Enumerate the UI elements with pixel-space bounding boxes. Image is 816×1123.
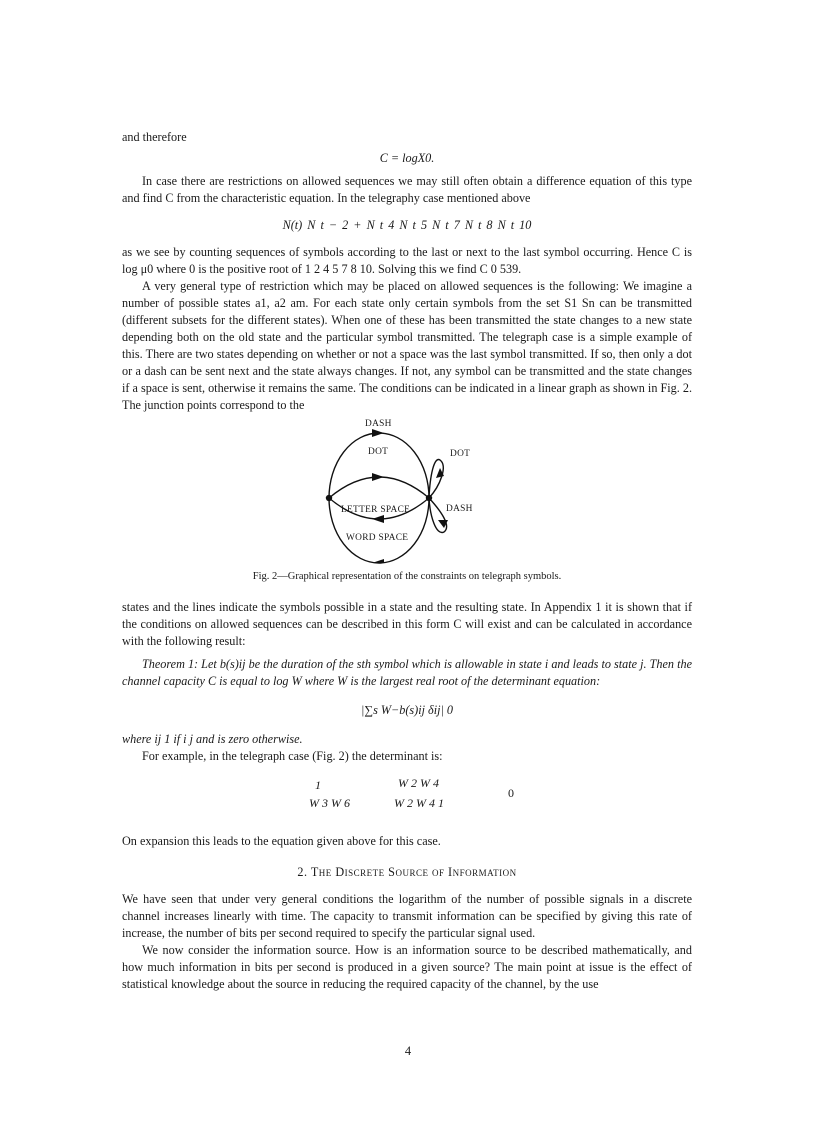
figure-telegraph-graph [122,416,692,564]
arrow-word-space [372,559,384,563]
intro-text: and therefore [122,130,187,144]
determinant-matrix [122,771,692,827]
page-body [122,129,692,993]
label-word-space: WORD SPACE [346,533,409,543]
page-number: 4 [404,1044,412,1058]
dot-loop [429,459,443,498]
figure-caption: Fig. 2—Graphical representation of the constraints on telegraph symbols. [252,571,562,582]
state-node-right [426,495,432,501]
paragraph-general-restriction: A very general type of restriction which may be placed on allowed sequences is the following: We imagine a number of possible states a1, a2 am. For each state only certain symbols from the set S1 Sn can be transmitted (different subsets for the different states). When one of these has been transmitted the state changes to a new state depending both on the old state and the particular symbol transmitted. The telegraph case is a simple example of this. There are two states depending on whether or not a space was the last symbol transmitted. If so, then only a dot or a dash can be sent next and the state always changes. If not, any symbol can be transmitted and the state changes if a space is sent, otherwise it remains the same. The conditions can be indicated in a linear graph as shown in Fig. 2. The junction points correspond to the [122,279,692,412]
det-rhs: 0 [508,786,514,800]
paragraph-example: For example, in the telegraph case (Fig. 2) the determinant is: [142,749,443,763]
paragraph-information-source: We now consider the information source. How is an information source to be described mathematically, and how much information in bits per second is produced in a given source? The main point at issue is the effect of statistical knowledge about the source in reducing the required capacity of the channel, by the use [122,943,692,991]
equation-capacity: C = logX0. [379,151,435,165]
equation-determinant: |∑s W−b(s)ij δij| 0 [361,703,453,717]
det-r1c1: 1 [315,778,321,792]
theorem-1: Theorem 1: Let b(s)ij be the duration of the sth symbol which is allowable in state i and leads to state j. Then the channel capacity C is equal to log W where W is the largest real root of the determinant equation: [122,657,692,688]
paragraph-restrictions: In case there are restrictions on allowed sequences we may still often obtain a difference equation of this type and find C from the characteristic equation. In the telegraphy case mentioned above [122,174,692,205]
label-dash-top: DASH [365,419,392,429]
paragraph-counting: as we see by counting sequences of symbols according to the last or next to the last symbol occurring. Hence C is log μ0 where 0 is the positive root of 1 2 4 5 7 8 10. Solving this we find C 0 539. [122,245,692,276]
where-clause: where ij 1 if i j and is zero otherwise. [122,732,303,746]
label-dot-right: DOT [450,449,471,459]
det-r2c1: W 3 W 6 [309,796,350,810]
paragraph-discrete-channel: We have seen that under very general conditions the logarithm of the number of possible signals in a discrete channel increases linearly with time. The capacity to transmit information can be specified by giving this rate of increase, the number of bits per second required to specify the particular signal used. [122,892,692,940]
paragraph-expansion: On expansion this leads to the equation given above for this case. [122,834,441,848]
label-dot-top: DOT [368,447,389,457]
det-r2c2: W 2 W 4 1 [394,796,444,810]
equation-difference: N(t) N t − 2 + N t 4 N t 5 N t 7 N t 8 N t 10 [282,218,532,232]
dot-arc [329,477,429,498]
paragraph-states: states and the lines indicate the symbols possible in a state and the resulting state. In Appendix 1 it is shown that if the conditions on allowed sequences can be described in this form C will exist and can be calculated in accordance with the following result: [122,600,692,648]
section-heading: 2. The Discrete Source of Information [297,865,517,879]
label-dash-right: DASH [446,504,473,514]
state-node-left [326,495,332,501]
dash-arc-top [329,433,429,498]
arrow-dot [372,473,384,481]
det-r1c2: W 2 W 4 [398,776,439,790]
label-letter-space: LETTER SPACE [341,505,411,515]
